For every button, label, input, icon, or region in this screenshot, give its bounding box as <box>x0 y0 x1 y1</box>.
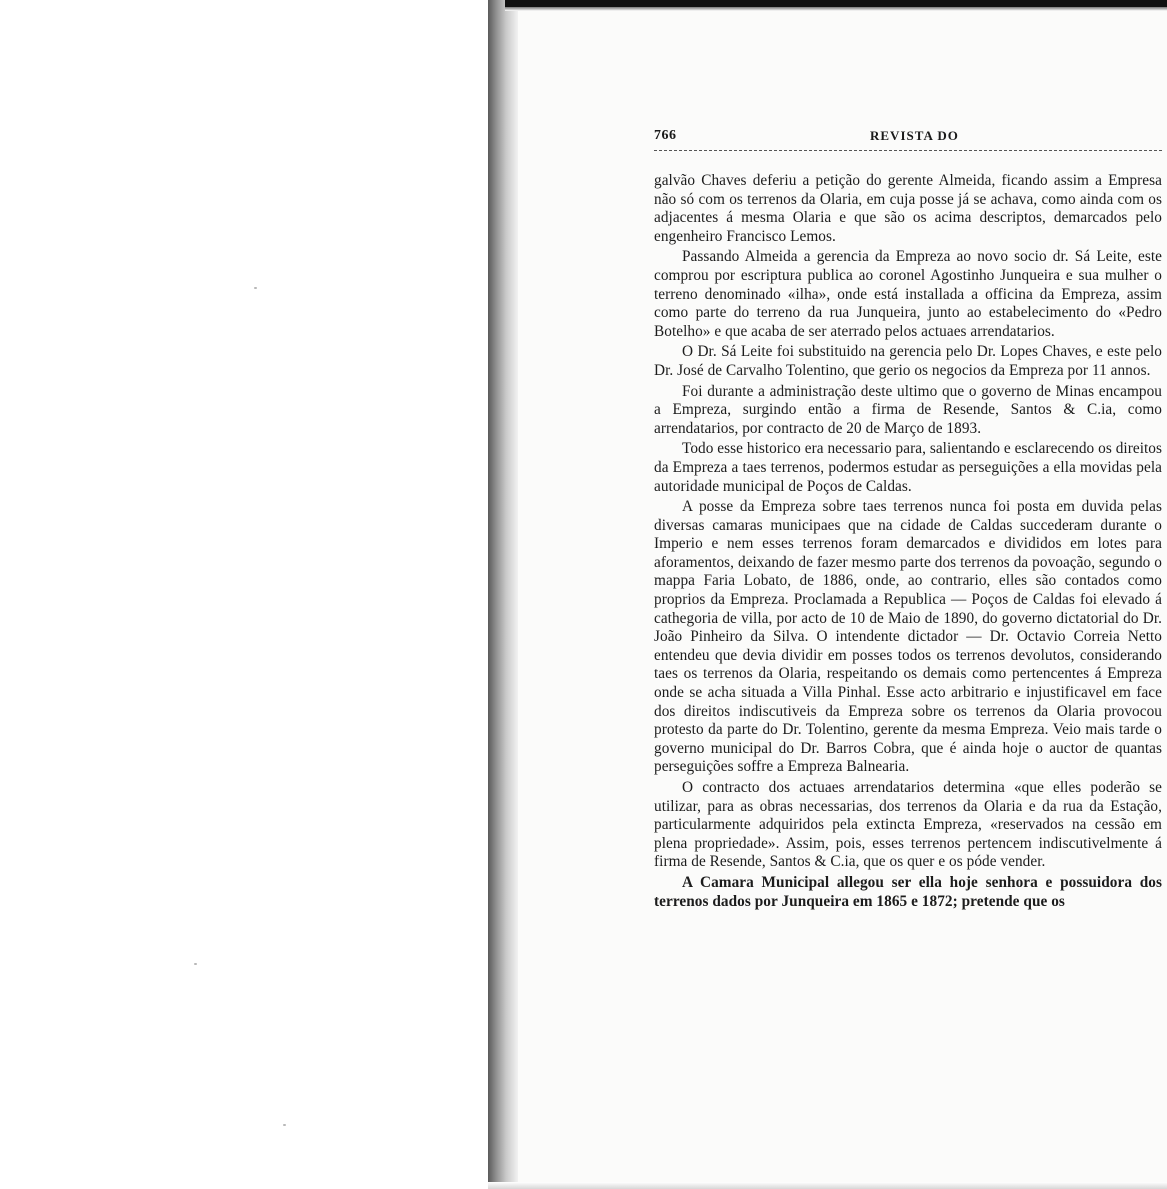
paragraph: A Camara Municipal allegou ser ella hoje senhora e possuidora dos terrenos dados por Junqueira em 1865 e 1872; pretende que os <box>654 873 1162 910</box>
running-head: REVISTA DO <box>870 128 959 143</box>
paragraph: Passando Almeida a gerencia da Empreza ao novo socio dr. Sá Leite, este comprou por escriptura publica ao coronel Agostinho Junqueira e sua mulher o terreno denominado «ilha», onde está installada a officina da Empreza, assim como parte do terreno da rua Junqueira, junto ao estabelecimento do «Pedro Botelho» e que acaba de ser aterrado pelos actuaes arrendatarios. <box>654 248 1162 340</box>
header-rule <box>654 150 1162 151</box>
paragraph: galvão Chaves deferiu a petição do gerente Almeida, ficando assim a Empresa não só com os terrenos da Olaria, em cuja posse já se achava, como ainda com os adjacentes á mesma Olaria e que são os acima descriptos, demarcados pelo engenheiro Francisco Lemos. <box>654 172 1162 245</box>
paragraph: O contracto dos actuaes arrendatarios determina «que elles poderão se utilizar, para as obras necessarias, dos terrenos da Olaria e da rua da Estação, particularmente adquiridos pela extincta Empreza, «reservados na cessão em plena propriedade». Assim, pois, esses terrenos pertencem indiscutivelmente á firma de Resende, Santos & C.ia, que os quer e os póde vender. <box>654 779 1162 871</box>
paragraph: Todo esse historico era necessario para, salientando e esclarecendo os direitos da Empreza a taes terrenos, podermos estudar as perseguições a ella movidas pela autoridade municipal de Poços de Caldas. <box>654 440 1162 495</box>
body-text <box>654 172 1162 913</box>
paragraph: O Dr. Sá Leite foi substituido na gerencia pelo Dr. Lopes Chaves, e este pelo Dr. José de Carvalho Tolentino, que gerio os negocios da Empreza por 11 annos. <box>654 343 1162 379</box>
paper-speck <box>283 1124 286 1126</box>
scan-edge-bottom <box>488 1182 1167 1189</box>
book-gutter <box>488 0 518 1189</box>
paper-speck <box>254 287 257 289</box>
left-page-blank <box>0 0 488 1189</box>
paper-speck <box>194 963 197 965</box>
paragraph: A posse da Empreza sobre taes terrenos nunca foi posta em duvida pelas diversas camaras municipaes que na cidade de Caldas succederam durante o Imperio e nem esses terrenos foram demarcados e divididos em lotes para aforamentos, deixando de fazer mesmo parte dos terrenos da povoação, segundo o mappa Faria Lobato, de 1886, onde, ao contrario, elles são contados como proprios da Empreza. Proclamada a Republica — Poços de Caldas foi elevado á cathegoria de villa, por acto de 10 de Maio de 1890, do governo dictatorial do Dr. João Pinheiro da Silva. O intendente dictador — Dr. Octavio Correia Netto entendeu que devia dividir em posses todos os terrenos devolutos, considerando taes os terrenos da Olaria, respeitando os demais como pertencentes á Empreza onde se acha situada a Villa Pinhal. Esse acto arbitrario e injustificavel em face dos direitos indiscutiveis da Empreza sobre os terrenos da Olaria provocou protesto da parte do Dr. Tolentino, gerente da mesma Empreza. Veio mais tarde o governo municipal do Dr. Barros Cobra, que é ainda hoje o auctor de quantas perseguições soffre a Empreza Balnearia. <box>654 498 1162 776</box>
page-header <box>654 128 1154 148</box>
page-number: 766 <box>654 128 677 143</box>
paragraph: Foi durante a administração deste ultimo que o governo de Minas encampou a Empreza, surgindo então a firma de Resende, Santos & C.ia, como arrendatarios, por contracto de 20 de Março de 1893. <box>654 382 1162 437</box>
scan-edge-top <box>505 0 1167 7</box>
